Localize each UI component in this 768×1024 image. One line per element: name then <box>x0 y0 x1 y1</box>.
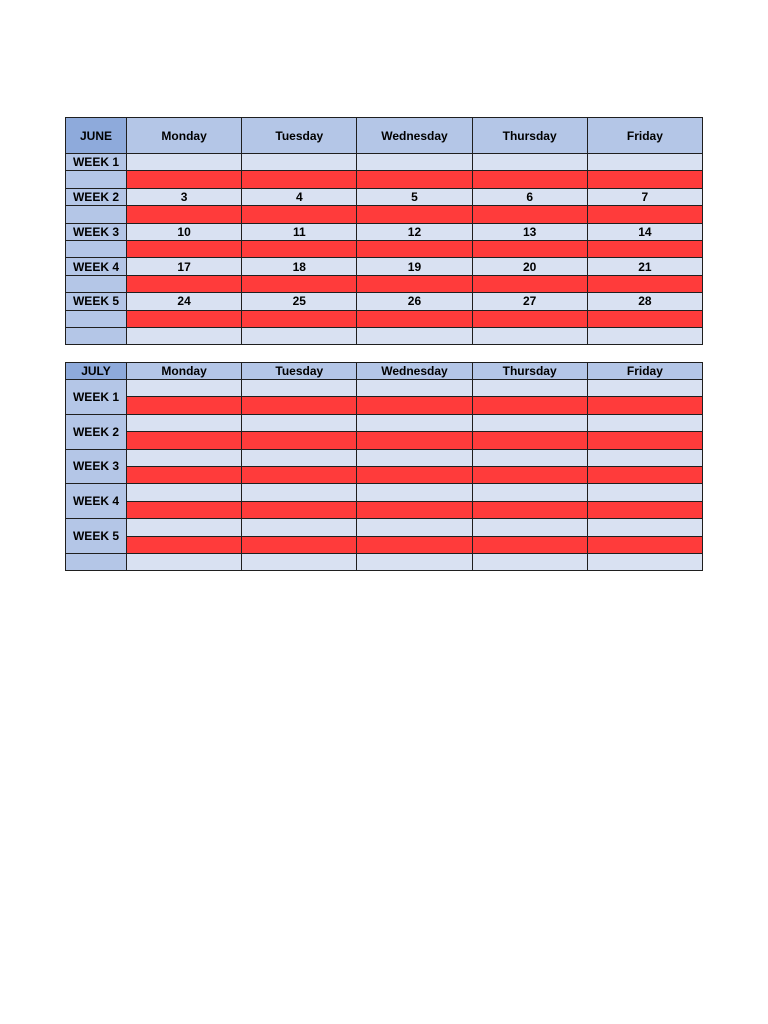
day-header-tuesday: Tuesday <box>242 118 357 154</box>
empty-cell <box>357 484 472 501</box>
week-label: WEEK 4 <box>66 258 127 275</box>
red-cell <box>127 275 242 292</box>
empty-cell <box>587 519 702 536</box>
empty-cell <box>127 327 242 344</box>
date-cell: 11 <box>242 223 357 240</box>
july-trailing-row <box>66 553 703 570</box>
month-label: JUNE <box>66 118 127 154</box>
day-header-thursday: Thursday <box>472 363 587 380</box>
date-cell: 7 <box>587 188 702 205</box>
date-cell: 27 <box>472 293 587 310</box>
red-cell <box>472 397 587 414</box>
june-header-row <box>66 118 703 154</box>
empty-cell <box>587 327 702 344</box>
week-label-blank <box>66 171 127 188</box>
week-label: WEEK 5 <box>66 293 127 310</box>
empty-cell <box>587 380 702 397</box>
empty-cell <box>357 553 472 570</box>
red-cell <box>472 240 587 257</box>
day-header-tuesday: Tuesday <box>242 363 357 380</box>
red-cell <box>242 171 357 188</box>
red-cell <box>242 466 357 483</box>
june-week-2-red-row <box>66 206 703 223</box>
date-cell: 19 <box>357 258 472 275</box>
empty-cell <box>127 519 242 536</box>
red-cell <box>587 432 702 449</box>
empty-cell <box>587 449 702 466</box>
empty-cell <box>587 414 702 431</box>
red-cell <box>127 501 242 518</box>
date-cell: 5 <box>357 188 472 205</box>
date-cell: 28 <box>587 293 702 310</box>
red-cell <box>472 432 587 449</box>
red-cell <box>587 275 702 292</box>
empty-cell <box>127 414 242 431</box>
empty-cell <box>242 519 357 536</box>
month-label: JULY <box>66 363 127 380</box>
june-week-3-date-row <box>66 223 703 240</box>
red-cell <box>587 171 702 188</box>
red-cell <box>472 501 587 518</box>
red-cell <box>242 206 357 223</box>
empty-cell <box>357 327 472 344</box>
empty-cell <box>242 414 357 431</box>
red-cell <box>587 397 702 414</box>
date-cell: 12 <box>357 223 472 240</box>
red-cell <box>472 536 587 553</box>
red-cell <box>127 397 242 414</box>
week-label: WEEK 5 <box>66 519 127 554</box>
july-week-3-date-row <box>66 449 703 466</box>
date-cell: 21 <box>587 258 702 275</box>
july-week-5-red-row <box>66 536 703 553</box>
empty-cell <box>472 327 587 344</box>
week-label-blank <box>66 240 127 257</box>
day-header-monday: Monday <box>127 363 242 380</box>
week-label-blank <box>66 553 127 570</box>
empty-cell <box>587 553 702 570</box>
week-label-blank <box>66 310 127 327</box>
date-cell: 13 <box>472 223 587 240</box>
date-cell: 18 <box>242 258 357 275</box>
red-cell <box>357 171 472 188</box>
empty-cell <box>357 519 472 536</box>
week-label: WEEK 1 <box>66 154 127 171</box>
july-week-2-date-row <box>66 414 703 431</box>
week-label: WEEK 3 <box>66 223 127 240</box>
week-label-blank <box>66 275 127 292</box>
date-cell: 26 <box>357 293 472 310</box>
june-calendar-table <box>65 117 703 345</box>
red-cell <box>242 432 357 449</box>
red-cell <box>472 206 587 223</box>
date-cell <box>242 154 357 171</box>
week-label: WEEK 2 <box>66 188 127 205</box>
june-week-5-red-row <box>66 310 703 327</box>
red-cell <box>127 432 242 449</box>
july-week-1-red-row <box>66 397 703 414</box>
week-label-blank <box>66 206 127 223</box>
july-week-3-red-row <box>66 466 703 483</box>
red-cell <box>357 240 472 257</box>
date-cell: 24 <box>127 293 242 310</box>
red-cell <box>472 275 587 292</box>
date-cell <box>587 154 702 171</box>
empty-cell <box>242 327 357 344</box>
june-week-1-red-row <box>66 171 703 188</box>
week-label-blank <box>66 327 127 344</box>
red-cell <box>357 536 472 553</box>
empty-cell <box>587 484 702 501</box>
red-cell <box>472 171 587 188</box>
june-week-3-red-row <box>66 240 703 257</box>
red-cell <box>127 206 242 223</box>
empty-cell <box>472 449 587 466</box>
july-week-1-date-row <box>66 380 703 397</box>
july-week-2-red-row <box>66 432 703 449</box>
red-cell <box>127 171 242 188</box>
red-cell <box>357 397 472 414</box>
june-trailing-row <box>66 327 703 344</box>
june-week-5-date-row <box>66 293 703 310</box>
date-cell: 4 <box>242 188 357 205</box>
week-label: WEEK 3 <box>66 449 127 484</box>
red-cell <box>587 501 702 518</box>
red-cell <box>587 466 702 483</box>
red-cell <box>242 536 357 553</box>
june-week-4-red-row <box>66 275 703 292</box>
july-header-row <box>66 363 703 380</box>
empty-cell <box>127 449 242 466</box>
red-cell <box>242 397 357 414</box>
red-cell <box>242 310 357 327</box>
red-cell <box>587 240 702 257</box>
red-cell <box>587 206 702 223</box>
day-header-monday: Monday <box>127 118 242 154</box>
july-calendar-table <box>65 362 703 571</box>
red-cell <box>127 536 242 553</box>
date-cell <box>127 154 242 171</box>
empty-cell <box>472 380 587 397</box>
red-cell <box>357 275 472 292</box>
empty-cell <box>242 484 357 501</box>
july-week-4-red-row <box>66 501 703 518</box>
july-week-5-date-row <box>66 519 703 536</box>
empty-cell <box>242 380 357 397</box>
empty-cell <box>357 449 472 466</box>
date-cell <box>357 154 472 171</box>
empty-cell <box>357 414 472 431</box>
empty-cell <box>127 553 242 570</box>
week-label: WEEK 2 <box>66 414 127 449</box>
red-cell <box>357 206 472 223</box>
red-cell <box>357 466 472 483</box>
red-cell <box>242 275 357 292</box>
empty-cell <box>127 380 242 397</box>
red-cell <box>357 432 472 449</box>
empty-cell <box>357 380 472 397</box>
date-cell <box>472 154 587 171</box>
date-cell: 3 <box>127 188 242 205</box>
june-week-1-date-row <box>66 154 703 171</box>
date-cell: 25 <box>242 293 357 310</box>
week-label: WEEK 1 <box>66 380 127 415</box>
red-cell <box>587 536 702 553</box>
day-header-friday: Friday <box>587 118 702 154</box>
red-cell <box>587 310 702 327</box>
june-week-2-date-row <box>66 188 703 205</box>
red-cell <box>127 310 242 327</box>
date-cell: 10 <box>127 223 242 240</box>
red-cell <box>472 310 587 327</box>
day-header-friday: Friday <box>587 363 702 380</box>
empty-cell <box>242 449 357 466</box>
empty-cell <box>127 484 242 501</box>
june-week-4-date-row <box>66 258 703 275</box>
red-cell <box>357 310 472 327</box>
day-header-thursday: Thursday <box>472 118 587 154</box>
date-cell: 6 <box>472 188 587 205</box>
red-cell <box>357 501 472 518</box>
empty-cell <box>472 519 587 536</box>
red-cell <box>242 501 357 518</box>
red-cell <box>242 240 357 257</box>
red-cell <box>127 240 242 257</box>
red-cell <box>127 466 242 483</box>
empty-cell <box>242 553 357 570</box>
day-header-wednesday: Wednesday <box>357 363 472 380</box>
day-header-wednesday: Wednesday <box>357 118 472 154</box>
week-label: WEEK 4 <box>66 484 127 519</box>
july-week-4-date-row <box>66 484 703 501</box>
empty-cell <box>472 414 587 431</box>
red-cell <box>472 466 587 483</box>
date-cell: 14 <box>587 223 702 240</box>
date-cell: 17 <box>127 258 242 275</box>
date-cell: 20 <box>472 258 587 275</box>
empty-cell <box>472 553 587 570</box>
empty-cell <box>472 484 587 501</box>
